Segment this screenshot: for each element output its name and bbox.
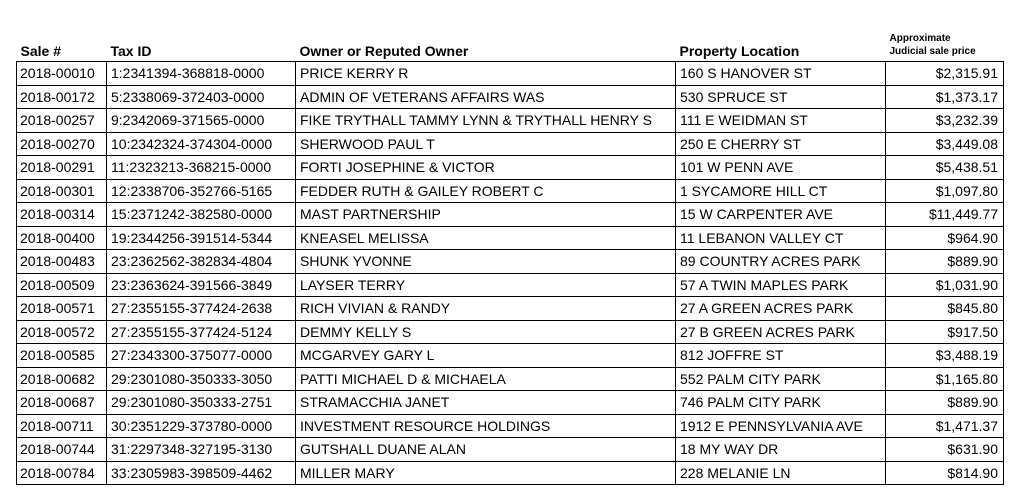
tax-id-cell: 1:2341394-368818-0000 bbox=[107, 62, 296, 86]
column-header-sale-number: Sale # bbox=[20, 43, 61, 59]
sale-price-cell: $1,373.17 bbox=[886, 85, 1004, 109]
sale-list-sheet bbox=[16, 22, 1004, 485]
table-row bbox=[17, 85, 1004, 109]
tax-id-cell: 30:2351229-373780-0000 bbox=[107, 414, 296, 438]
property-location-cell: 250 E CHERRY ST bbox=[676, 132, 886, 156]
sale-number-cell: 2018-00010 bbox=[17, 62, 107, 86]
column-header-tax-id: Tax ID bbox=[110, 43, 152, 59]
sale-price-cell: $1,031.90 bbox=[886, 273, 1004, 297]
property-location-cell: 1 SYCAMORE HILL CT bbox=[676, 179, 886, 203]
table-row bbox=[17, 273, 1004, 297]
owner-cell: RICH VIVIAN & RANDY bbox=[296, 297, 676, 321]
sale-price-cell: $889.90 bbox=[886, 391, 1004, 415]
property-location-cell: 228 MELANIE LN bbox=[676, 461, 886, 485]
sale-price-cell: $2,315.91 bbox=[886, 62, 1004, 86]
sale-number-cell: 2018-00711 bbox=[17, 414, 107, 438]
owner-cell: KNEASEL MELISSA bbox=[296, 226, 676, 250]
sale-number-cell: 2018-00744 bbox=[17, 438, 107, 462]
property-location-cell: 746 PALM CITY PARK bbox=[676, 391, 886, 415]
sale-price-cell: $1,097.80 bbox=[886, 179, 1004, 203]
tax-id-cell: 19:2344256-391514-5344 bbox=[107, 226, 296, 250]
sale-number-cell: 2018-00400 bbox=[17, 226, 107, 250]
property-location-cell: 530 SPRUCE ST bbox=[676, 85, 886, 109]
table-row bbox=[17, 156, 1004, 180]
owner-cell: FORTI JOSEPHINE & VICTOR bbox=[296, 156, 676, 180]
owner-cell: DEMMY KELLY S bbox=[296, 320, 676, 344]
table-body bbox=[17, 62, 1004, 485]
tax-id-cell: 10:2342324-374304-0000 bbox=[107, 132, 296, 156]
sale-number-cell: 2018-00682 bbox=[17, 367, 107, 391]
property-location-cell: 57 A TWIN MAPLES PARK bbox=[676, 273, 886, 297]
tax-id-cell: 27:2355155-377424-5124 bbox=[107, 320, 296, 344]
property-location-cell: 89 COUNTRY ACRES PARK bbox=[676, 250, 886, 274]
table-row bbox=[17, 297, 1004, 321]
sale-number-cell: 2018-00784 bbox=[17, 461, 107, 485]
owner-cell: MILLER MARY bbox=[296, 461, 676, 485]
property-location-cell: 15 W CARPENTER AVE bbox=[676, 203, 886, 227]
sale-price-cell: $917.50 bbox=[886, 320, 1004, 344]
owner-cell: MAST PARTNERSHIP bbox=[296, 203, 676, 227]
table-header bbox=[17, 22, 1004, 62]
sale-number-cell: 2018-00509 bbox=[17, 273, 107, 297]
tax-id-cell: 23:2363624-391566-3849 bbox=[107, 273, 296, 297]
header-row bbox=[17, 22, 1004, 62]
column-header-sale-price-line2: Judicial sale price bbox=[889, 46, 976, 57]
sale-price-cell: $964.90 bbox=[886, 226, 1004, 250]
sale-price-cell: $631.90 bbox=[886, 438, 1004, 462]
owner-cell: FEDDER RUTH & GAILEY ROBERT C bbox=[296, 179, 676, 203]
tax-id-cell: 12:2338706-352766-5165 bbox=[107, 179, 296, 203]
table-row bbox=[17, 250, 1004, 274]
judicial-sale-table bbox=[16, 22, 1004, 485]
sale-price-cell: $845.80 bbox=[886, 297, 1004, 321]
sale-number-cell: 2018-00291 bbox=[17, 156, 107, 180]
tax-id-cell: 11:2323213-368215-0000 bbox=[107, 156, 296, 180]
column-header-sale-price bbox=[886, 22, 1004, 62]
owner-cell: MCGARVEY GARY L bbox=[296, 344, 676, 368]
owner-cell: INVESTMENT RESOURCE HOLDINGS bbox=[296, 414, 676, 438]
property-location-cell: 101 W PENN AVE bbox=[676, 156, 886, 180]
tax-id-cell: 23:2362562-382834-4804 bbox=[107, 250, 296, 274]
table-row bbox=[17, 203, 1004, 227]
table-row bbox=[17, 62, 1004, 86]
property-location-cell: 552 PALM CITY PARK bbox=[676, 367, 886, 391]
sale-number-cell: 2018-00257 bbox=[17, 109, 107, 133]
table-row bbox=[17, 367, 1004, 391]
property-location-cell: 160 S HANOVER ST bbox=[676, 62, 886, 86]
table-row bbox=[17, 109, 1004, 133]
owner-cell: ADMIN OF VETERANS AFFAIRS WAS bbox=[296, 85, 676, 109]
owner-cell: SHUNK YVONNE bbox=[296, 250, 676, 274]
sale-number-cell: 2018-00687 bbox=[17, 391, 107, 415]
property-location-cell: 11 LEBANON VALLEY CT bbox=[676, 226, 886, 250]
owner-cell: SHERWOOD PAUL T bbox=[296, 132, 676, 156]
owner-cell: PRICE KERRY R bbox=[296, 62, 676, 86]
sale-number-cell: 2018-00585 bbox=[17, 344, 107, 368]
owner-cell: STRAMACCHIA JANET bbox=[296, 391, 676, 415]
sale-number-cell: 2018-00314 bbox=[17, 203, 107, 227]
property-location-cell: 1912 E PENNSYLVANIA AVE bbox=[676, 414, 886, 438]
sale-price-cell: $3,488.19 bbox=[886, 344, 1004, 368]
property-location-cell: 27 A GREEN ACRES PARK bbox=[676, 297, 886, 321]
tax-id-cell: 31:2297348-327195-3130 bbox=[107, 438, 296, 462]
sale-number-cell: 2018-00270 bbox=[17, 132, 107, 156]
owner-cell: LAYSER TERRY bbox=[296, 273, 676, 297]
property-location-cell: 111 E WEIDMAN ST bbox=[676, 109, 886, 133]
table-row bbox=[17, 391, 1004, 415]
sale-price-cell: $5,438.51 bbox=[886, 156, 1004, 180]
column-header-owner: Owner or Reputed Owner bbox=[299, 43, 469, 59]
owner-cell: FIKE TRYTHALL TAMMY LYNN & TRYTHALL HENRY S bbox=[296, 109, 676, 133]
owner-cell: PATTI MICHAEL D & MICHAELA bbox=[296, 367, 676, 391]
property-location-cell: 27 B GREEN ACRES PARK bbox=[676, 320, 886, 344]
tax-id-cell: 33:2305983-398509-4462 bbox=[107, 461, 296, 485]
table-row bbox=[17, 179, 1004, 203]
tax-id-cell: 15:2371242-382580-0000 bbox=[107, 203, 296, 227]
tax-id-cell: 27:2343300-375077-0000 bbox=[107, 344, 296, 368]
sale-price-cell: $3,232.39 bbox=[886, 109, 1004, 133]
table-row bbox=[17, 132, 1004, 156]
sale-number-cell: 2018-00301 bbox=[17, 179, 107, 203]
sale-price-cell: $1,471.37 bbox=[886, 414, 1004, 438]
table-row bbox=[17, 226, 1004, 250]
sale-price-cell: $3,449.08 bbox=[886, 132, 1004, 156]
column-header-property-location: Property Location bbox=[679, 43, 800, 59]
sale-price-cell: $814.90 bbox=[886, 461, 1004, 485]
owner-cell: GUTSHALL DUANE ALAN bbox=[296, 438, 676, 462]
tax-id-cell: 5:2338069-372403-0000 bbox=[107, 85, 296, 109]
sale-price-cell: $11,449.77 bbox=[886, 203, 1004, 227]
sale-number-cell: 2018-00572 bbox=[17, 320, 107, 344]
property-location-cell: 18 MY WAY DR bbox=[676, 438, 886, 462]
sale-number-cell: 2018-00172 bbox=[17, 85, 107, 109]
sale-number-cell: 2018-00571 bbox=[17, 297, 107, 321]
sale-price-cell: $1,165.80 bbox=[886, 367, 1004, 391]
sale-number-cell: 2018-00483 bbox=[17, 250, 107, 274]
tax-id-cell: 29:2301080-350333-3050 bbox=[107, 367, 296, 391]
table-row bbox=[17, 344, 1004, 368]
property-location-cell: 812 JOFFRE ST bbox=[676, 344, 886, 368]
column-header-sale-price-line1: Approximate bbox=[889, 33, 951, 44]
tax-id-cell: 9:2342069-371565-0000 bbox=[107, 109, 296, 133]
table-row bbox=[17, 461, 1004, 485]
table-row bbox=[17, 414, 1004, 438]
tax-id-cell: 29:2301080-350333-2751 bbox=[107, 391, 296, 415]
table-row bbox=[17, 438, 1004, 462]
sale-price-cell: $889.90 bbox=[886, 250, 1004, 274]
tax-id-cell: 27:2355155-377424-2638 bbox=[107, 297, 296, 321]
table-row bbox=[17, 320, 1004, 344]
